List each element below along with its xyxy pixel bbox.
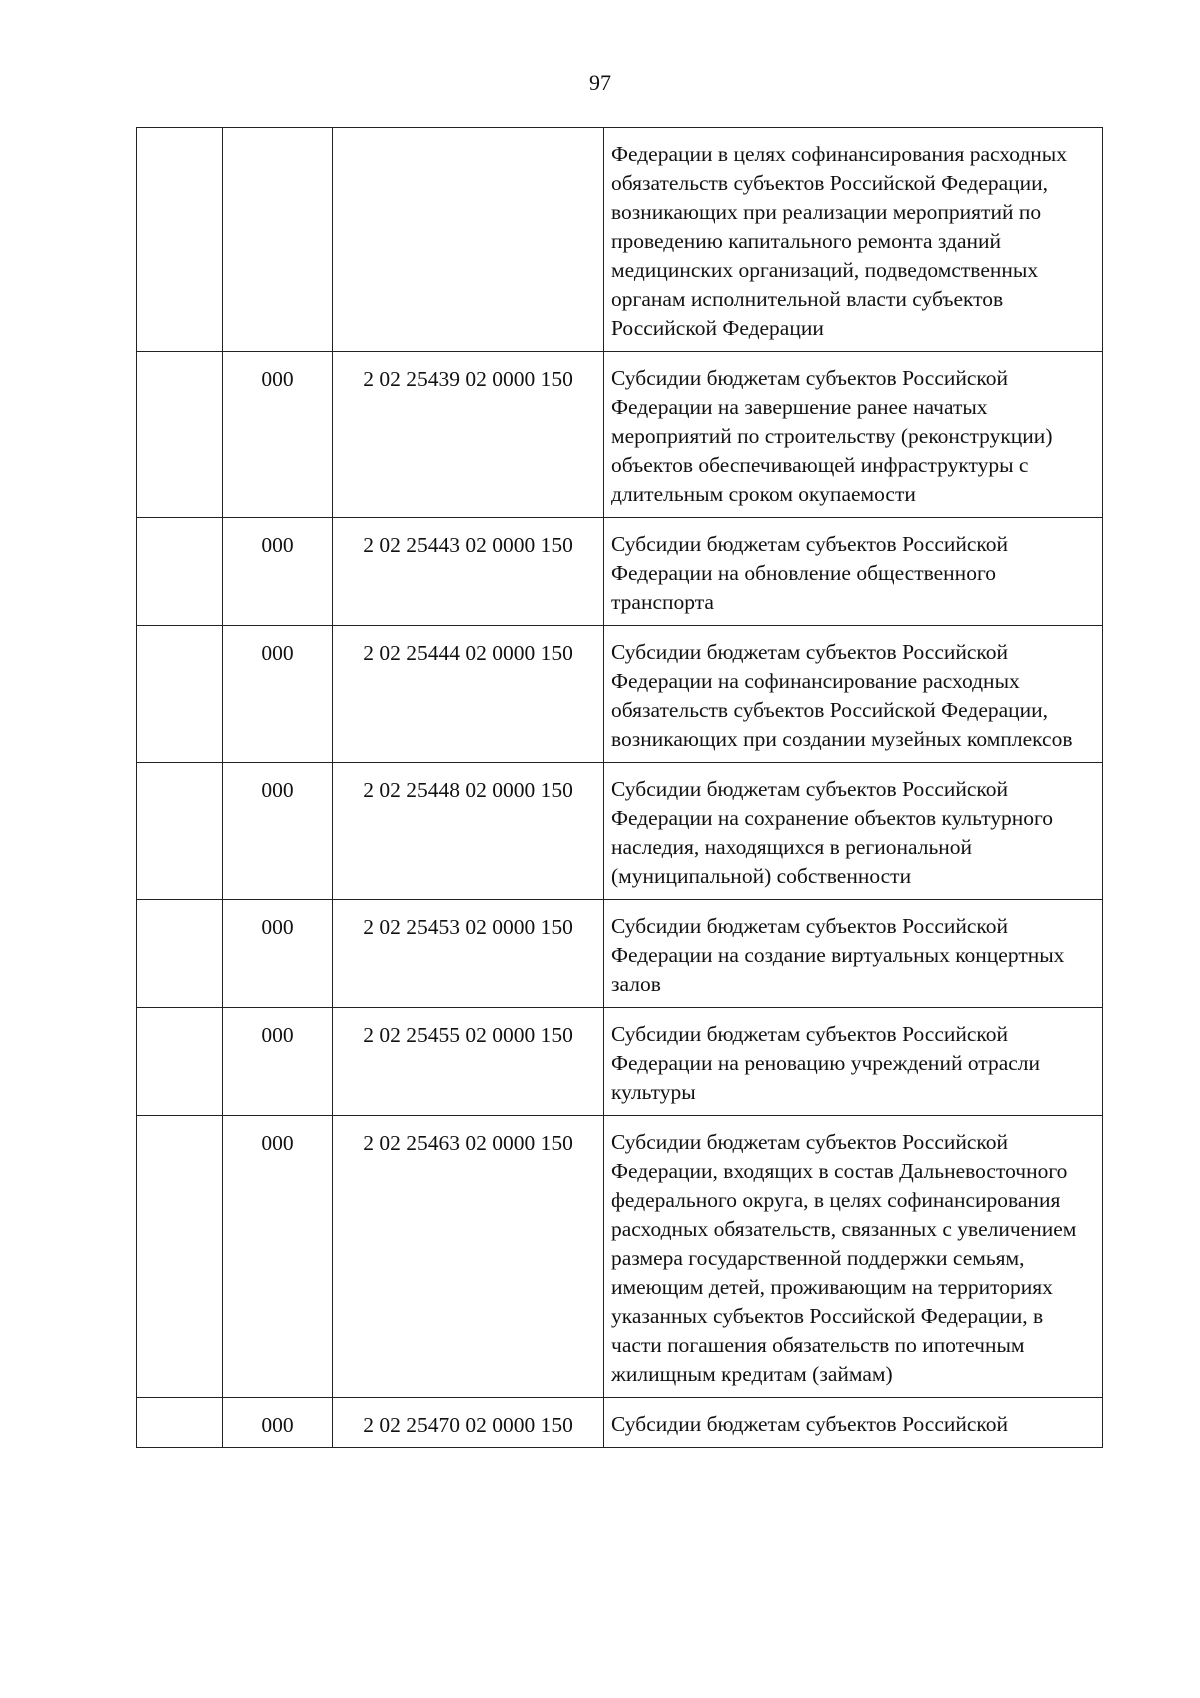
table-row	[137, 763, 1103, 900]
admin-code-cell	[223, 128, 333, 352]
table-row	[137, 352, 1103, 518]
description-cell: Федерации в целях софинансирования расходных обязательств субъектов Российской Федерации, возникающих при реализации мероприятий по проведению капитального ремонта зданий медицинских организаций, подведомственных органам исполнительной власти субъектов Российской Федерации	[604, 128, 1103, 352]
admin-code-cell: 000	[223, 1008, 333, 1116]
admin-code-cell: 000	[223, 1116, 333, 1398]
blank-cell	[137, 1398, 223, 1448]
blank-cell	[137, 518, 223, 626]
revenue-code-cell: 2 02 25444 02 0000 150	[333, 626, 604, 763]
blank-cell	[137, 128, 223, 352]
blank-cell	[137, 352, 223, 518]
description-cell: Субсидии бюджетам субъектов Российской Федерации, входящих в состав Дальневосточного федерального округа, в целях софинансирования расходных обязательств, связанных с увеличением размера государственной поддержки семьям, имеющим детей, проживающим на территориях указанных субъектов Российской Федерации, в части погашения обязательств по ипотечным жилищным кредитам (займам)	[604, 1116, 1103, 1398]
revenue-code-cell: 2 02 25443 02 0000 150	[333, 518, 604, 626]
admin-code-cell: 000	[223, 626, 333, 763]
admin-code-cell: 000	[223, 352, 333, 518]
table-row	[137, 1008, 1103, 1116]
admin-code-cell: 000	[223, 1398, 333, 1448]
admin-code-cell: 000	[223, 763, 333, 900]
description-cell: Субсидии бюджетам субъектов Российской Федерации на создание виртуальных концертных залов	[604, 900, 1103, 1008]
admin-code-cell: 000	[223, 900, 333, 1008]
table-row	[137, 128, 1103, 352]
revenue-code-cell: 2 02 25463 02 0000 150	[333, 1116, 604, 1398]
description-cell: Субсидии бюджетам субъектов Российской Федерации на завершение ранее начатых мероприятий по строительству (реконструкции) объектов обеспечивающей инфраструктуры с длительным сроком окупаемости	[604, 352, 1103, 518]
description-cell: Субсидии бюджетам субъектов Российской Федерации на обновление общественного транспорта	[604, 518, 1103, 626]
blank-cell	[137, 900, 223, 1008]
description-cell: Субсидии бюджетам субъектов Российской Федерации на сохранение объектов культурного наследия, находящихся в региональной (муниципальной) собственности	[604, 763, 1103, 900]
blank-cell	[137, 1008, 223, 1116]
table-row	[137, 626, 1103, 763]
revenue-code-cell: 2 02 25453 02 0000 150	[333, 900, 604, 1008]
table-row	[137, 518, 1103, 626]
table-row	[137, 1398, 1103, 1448]
budget-codes-table	[136, 127, 1103, 1448]
blank-cell	[137, 1116, 223, 1398]
revenue-code-cell: 2 02 25448 02 0000 150	[333, 763, 604, 900]
blank-cell	[137, 763, 223, 900]
revenue-code-cell: 2 02 25470 02 0000 150	[333, 1398, 604, 1448]
table-row	[137, 900, 1103, 1008]
table-row	[137, 1116, 1103, 1398]
description-cell: Субсидии бюджетам субъектов Российской	[604, 1398, 1103, 1448]
revenue-code-cell: 2 02 25439 02 0000 150	[333, 352, 604, 518]
description-cell: Субсидии бюджетам субъектов Российской Федерации на реновацию учреждений отрасли культуры	[604, 1008, 1103, 1116]
revenue-code-cell	[333, 128, 604, 352]
description-cell: Субсидии бюджетам субъектов Российской Федерации на софинансирование расходных обязательств субъектов Российской Федерации, возникающих при создании музейных комплексов	[604, 626, 1103, 763]
revenue-code-cell: 2 02 25455 02 0000 150	[333, 1008, 604, 1116]
admin-code-cell: 000	[223, 518, 333, 626]
blank-cell	[137, 626, 223, 763]
page-number: 97	[589, 70, 611, 95]
